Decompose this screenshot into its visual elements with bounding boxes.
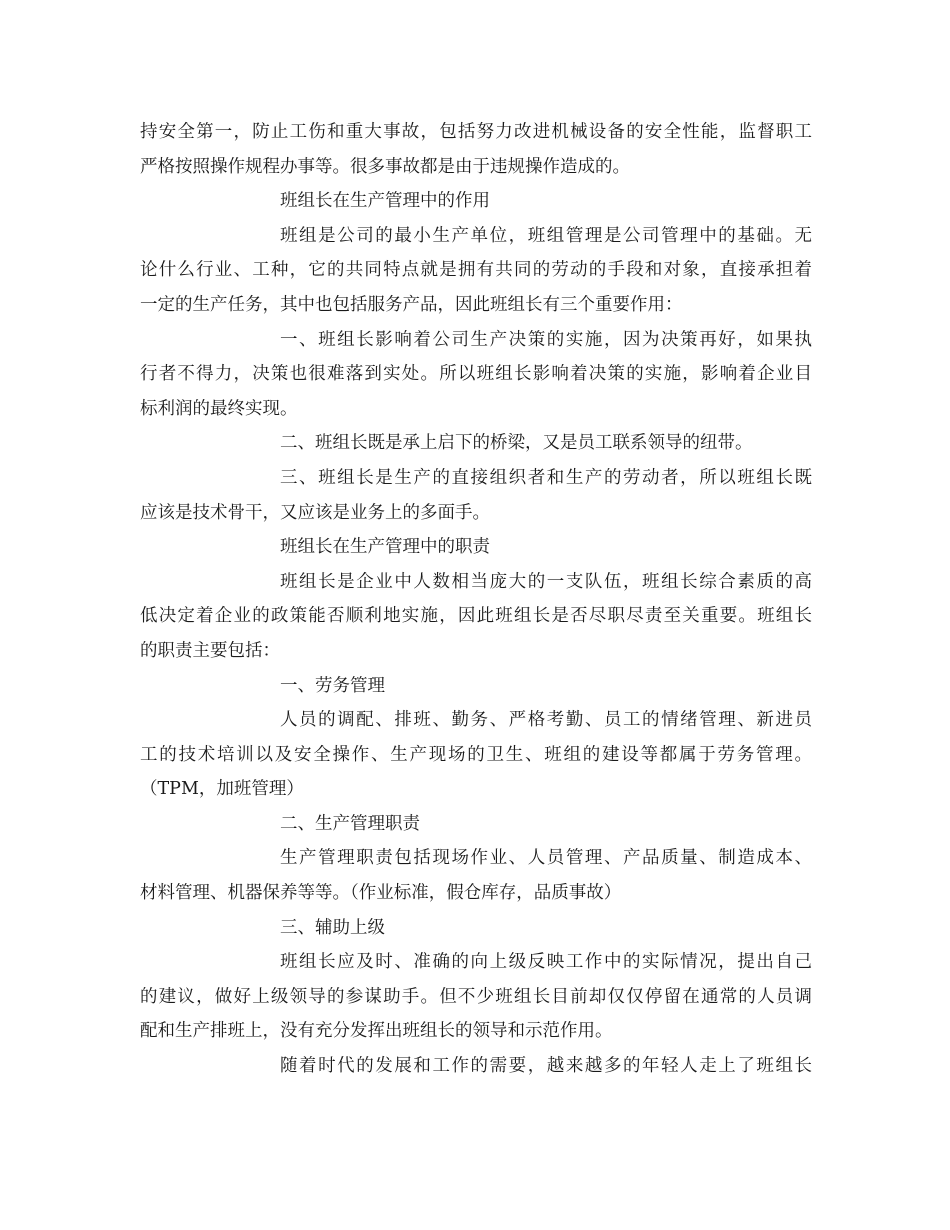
text-line: 二、生产管理职责 <box>280 813 420 834</box>
document-body <box>140 115 812 1084</box>
text-line: 配和生产排班上，没有充分发挥出班组长的领导和示范作用。 <box>140 1021 613 1042</box>
text-line: 一、劳务管理 <box>280 675 385 696</box>
text-line: 应该是技术骨干，又应该是业务上的多面手。 <box>140 502 490 523</box>
text-line: 行者不得力，决策也很难落到实处。所以班组长影响着决策的实施，影响着企业目 <box>140 364 812 385</box>
text-line: 持安全第一，防止工伤和重大事故，包括努力改进机械设备的安全性能，监督职工 <box>140 122 812 142</box>
text-line: 论什么行业、工种，它的共同特点就是拥有共同的劳动的手段和对象，直接承担着 <box>140 260 812 281</box>
text-line: 一定的生产任务，其中也包括服务产品，因此班组长有三个重要作用： <box>140 294 683 315</box>
text-line: 三、班组长是生产的直接组织者和生产的劳动者，所以班组长既 <box>280 467 812 488</box>
text-line: 三、辅助上级 <box>280 917 385 938</box>
text-line: 一、班组长影响着公司生产决策的实施，因为决策再好，如果执 <box>280 329 812 350</box>
text-line: 严格按照操作规程办事等。很多事故都是由于违规操作造成的。 <box>140 156 630 177</box>
text-line: 生产管理职责包括现场作业、人员管理、产品质量、制造成本、 <box>280 848 812 869</box>
text-line: 的职责主要包括： <box>140 640 280 661</box>
text-line: （TPM，加班管理） <box>140 779 304 800</box>
text-line: 班组长是企业中人数相当庞大的一支队伍，班组长综合素质的高 <box>280 571 812 592</box>
text-line: 班组长应及时、准确的向上级反映工作中的实际情况，提出自己 <box>280 952 812 973</box>
text-line: 低决定着企业的政策能否顺利地实施，因此班组长是否尽职尽责至关重要。班组长 <box>140 606 812 627</box>
text-line: 材料管理、机器保养等等。（作业标准，假仓库存，品质事故） <box>140 883 622 904</box>
text-line: 工的技术培训以及安全操作、生产现场的卫生、班组的建设等都属于劳务管理。 <box>140 744 812 765</box>
text-line: 班组是公司的最小生产单位，班组管理是公司管理中的基础。无 <box>280 225 812 246</box>
text-line: 的建议，做好上级领导的参谋助手。但不少班组长目前却仅仅停留在通常的人员调 <box>140 986 812 1007</box>
text-line: 二、班组长既是承上启下的桥梁，又是员工联系领导的纽带。 <box>280 433 753 454</box>
text-line: 标利润的最终实现。 <box>140 398 298 419</box>
text-line: 班组长在生产管理中的职责 <box>280 537 490 558</box>
text-line: 班组长在生产管理中的作用 <box>280 191 490 212</box>
text-line: 人员的调配、排班、勤务、严格考勤、员工的情绪管理、新进员 <box>280 710 812 731</box>
text-line: 随着时代的发展和工作的需要，越来越多的年轻人走上了班组长 <box>280 1056 812 1077</box>
